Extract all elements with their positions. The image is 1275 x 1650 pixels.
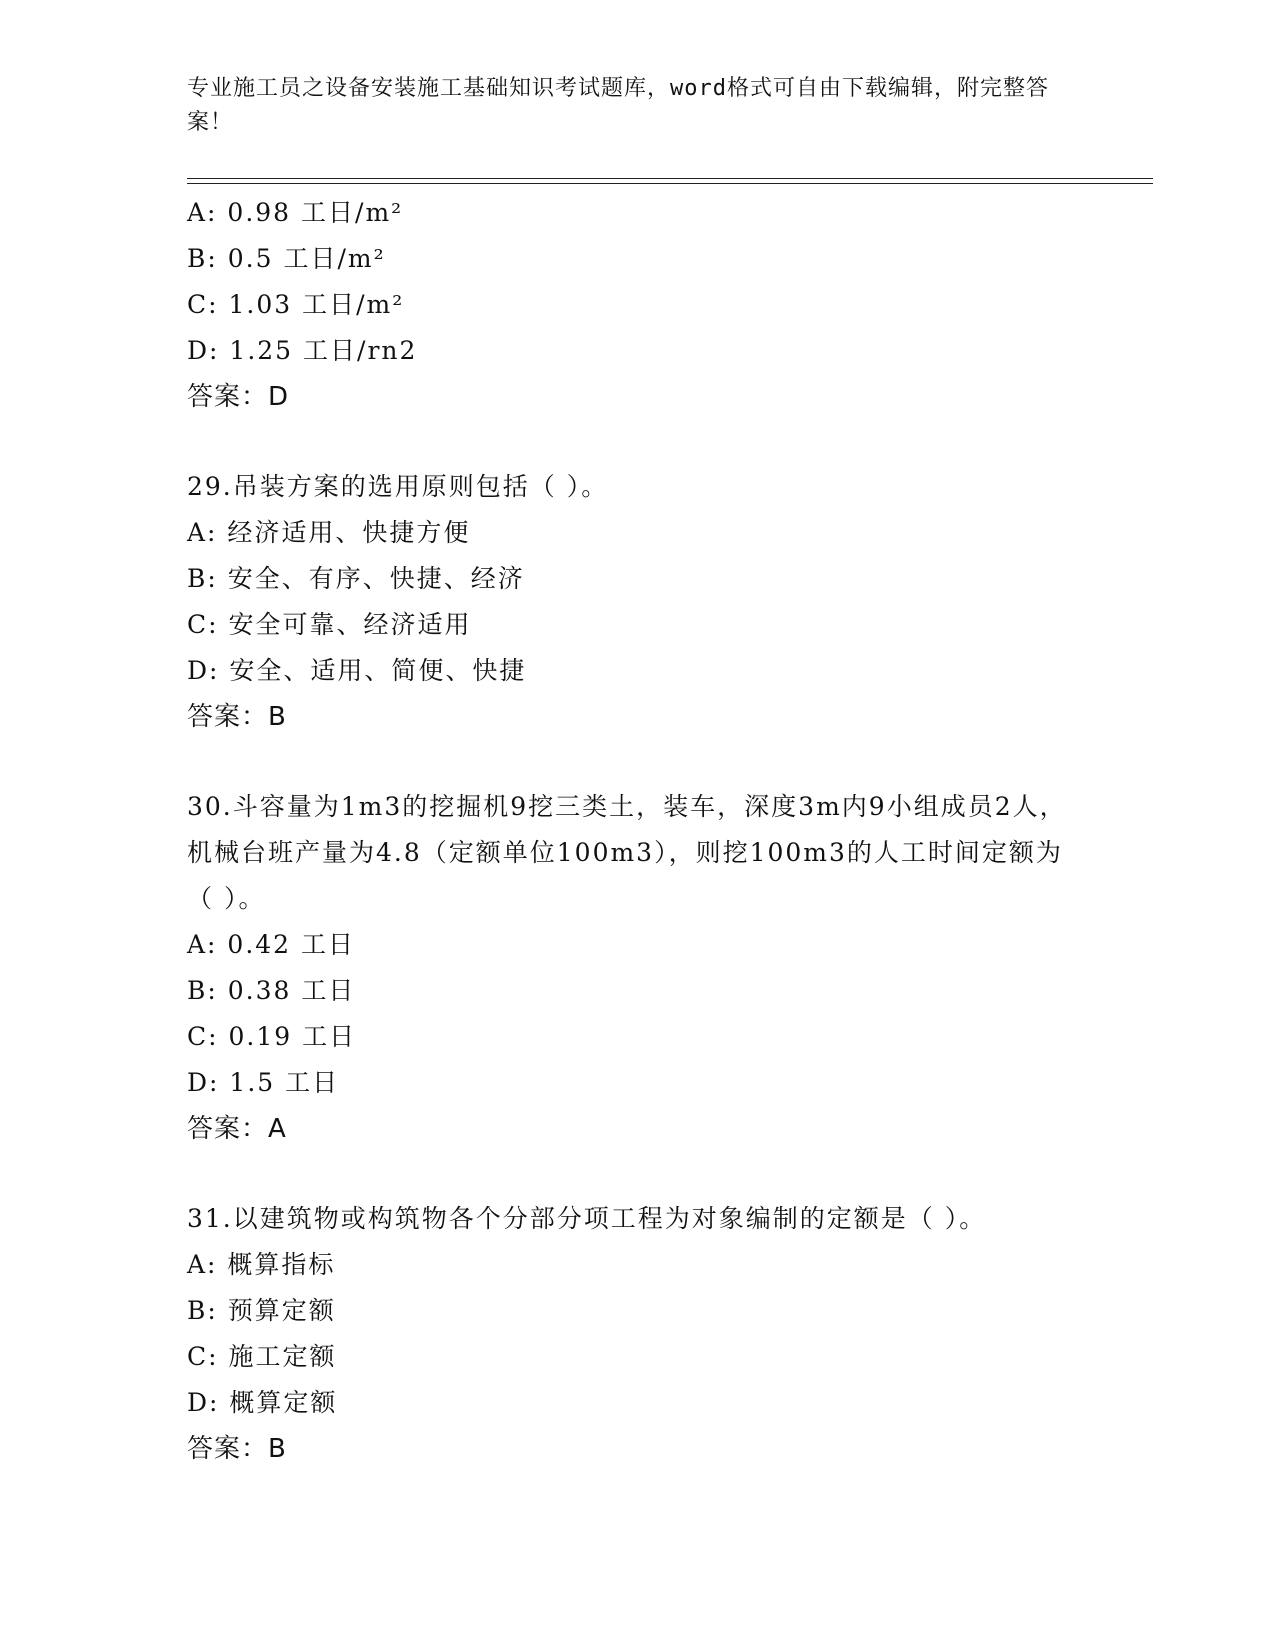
option-d: D: 1.25 工日/rn2	[187, 336, 418, 365]
option-b: B: 预算定额	[187, 1296, 336, 1325]
question-29	[187, 464, 1107, 740]
question-stem: 29.吊装方案的选用原则包括（ ）。	[187, 472, 609, 501]
question-stem: 30.斗容量为1m3的挖掘机9挖三类土，装车，深度3m内9小组成员2人，机械台班产量为4.8（定额单位100m3），则挖100m3的人工时间定额为（ ）。	[187, 792, 1067, 913]
option-d: D: 概算定额	[187, 1388, 338, 1417]
option-c: C: 1.03 工日/m²	[187, 290, 405, 319]
answer-line: 答案：B	[187, 1434, 287, 1464]
option-d: D: 安全、适用、简便、快捷	[187, 656, 527, 685]
answer-line: 答案：B	[187, 702, 287, 732]
option-b: B: 0.38 工日	[187, 976, 356, 1005]
question-31	[187, 1196, 1107, 1472]
option-c: C: 0.19 工日	[187, 1022, 357, 1051]
option-a: A: 概算指标	[187, 1250, 336, 1279]
option-d: D: 1.5 工日	[187, 1068, 340, 1097]
option-b: B: 安全、有序、快捷、经济	[187, 564, 525, 593]
header-divider-bottom	[187, 183, 1153, 184]
option-b: B: 0.5 工日/m²	[187, 244, 386, 273]
answer-line: 答案：A	[187, 1114, 287, 1144]
option-a: A: 经济适用、快捷方便	[187, 518, 471, 547]
question-30	[187, 784, 1107, 1152]
header-divider-top	[187, 178, 1153, 179]
option-c: C: 施工定额	[187, 1342, 337, 1371]
document-header: 专业施工员之设备安装施工基础知识考试题库，word格式可自由下载编辑，附完整答案！	[187, 76, 1049, 135]
question-partial	[187, 190, 1107, 420]
option-a: A: 0.98 工日/m²	[187, 198, 404, 227]
option-c: C: 安全可靠、经济适用	[187, 610, 472, 639]
answer-line: 答案：D	[187, 382, 290, 412]
question-stem: 31.以建筑物或构筑物各个分部分项工程为对象编制的定额是（ ）。	[187, 1204, 987, 1233]
option-a: A: 0.42 工日	[187, 930, 356, 959]
document-body	[187, 190, 1107, 1472]
